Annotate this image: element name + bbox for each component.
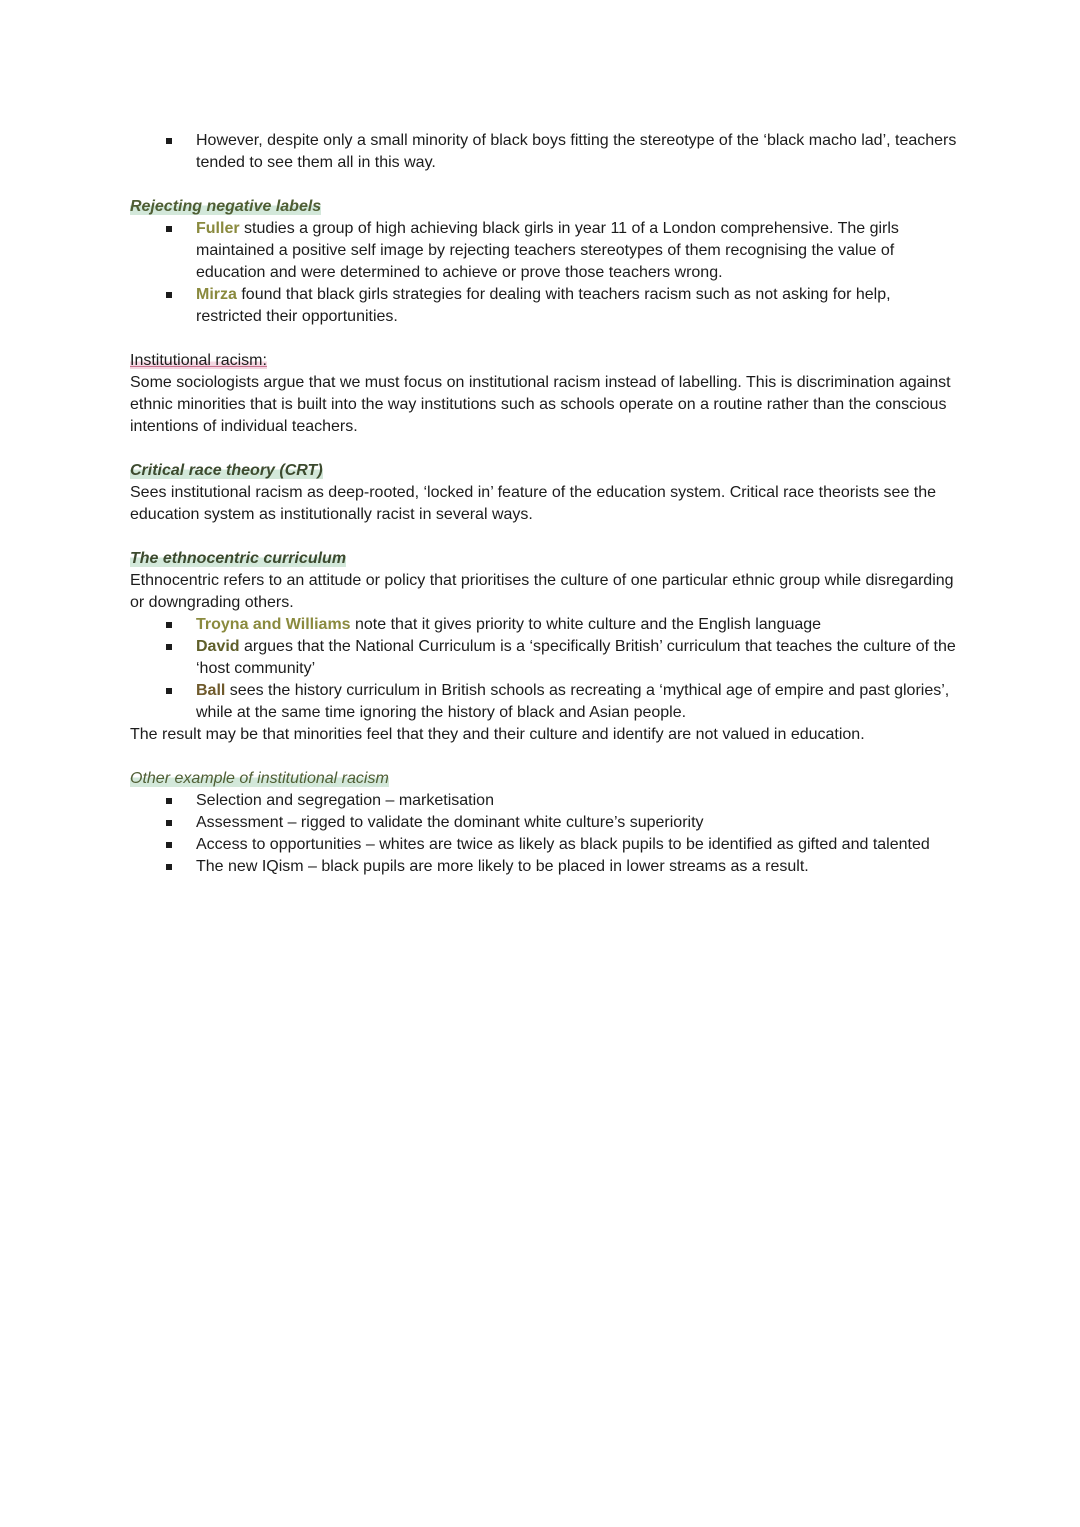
other-examples-list — [130, 790, 960, 878]
institutional-racism-section — [130, 350, 960, 438]
item-text: found that black girls strategies for dealing with teachers racism such as not asking for help, restricted their opportunities. — [196, 286, 891, 325]
square-bullet-icon — [166, 864, 172, 870]
item-text: argues that the National Curriculum is a ‘specifically British’ curriculum that teaches the culture of the ‘host community’ — [196, 638, 956, 677]
rejecting-labels-heading: Rejecting negative labels — [130, 198, 322, 215]
list-item — [130, 636, 960, 680]
author-name: David — [196, 638, 240, 655]
list-item — [130, 680, 960, 724]
rejecting-labels-section — [130, 196, 960, 328]
item-text: Assessment – rigged to validate the dominant white culture’s superiority — [196, 814, 704, 831]
item-text: Access to opportunities – whites are twice as likely as black pupils to be identified as gifted and talented — [196, 836, 930, 853]
crt-body: Sees institutional racism as deep-rooted, ‘locked in’ feature of the education system. Critical race theorists see the education system as institutionally racist in several ways. — [130, 484, 937, 523]
item-text: The new IQism – black pupils are more likely to be placed in lower streams as a result. — [196, 858, 809, 875]
list-item — [130, 614, 960, 636]
ethnocentric-conclusion: The result may be that minorities feel that they and their culture and identify are not valued in education. — [130, 726, 865, 743]
crt-heading: Critical race theory (CRT) — [130, 462, 323, 479]
list-item — [130, 790, 960, 812]
rejecting-list — [130, 218, 960, 328]
list-item — [130, 812, 960, 834]
square-bullet-icon — [166, 688, 172, 694]
square-bullet-icon — [166, 226, 172, 232]
list-item — [130, 284, 960, 328]
author-name: Mirza — [196, 286, 237, 303]
document-page — [130, 130, 960, 878]
square-bullet-icon — [166, 138, 172, 144]
section-heading — [130, 350, 960, 372]
intro-bullet-list — [130, 130, 960, 174]
institutional-racism-body: Some sociologists argue that we must focus on institutional racism instead of labelling. This is discrimination against ethnic minorities that is built into the way institutions such as schools operate on a routine rather than the conscious intentions of individual teachers. — [130, 374, 951, 435]
section-heading — [130, 196, 960, 218]
section-heading — [130, 768, 960, 790]
square-bullet-icon — [166, 842, 172, 848]
list-item — [130, 856, 960, 878]
author-name: Troyna and Williams — [196, 616, 351, 633]
square-bullet-icon — [166, 622, 172, 628]
item-text: studies a group of high achieving black girls in year 11 of a London comprehensive. The girls maintained a positive self image by rejecting teachers stereotypes of them recognising the value of education and were determined to achieve or prove those teachers wrong. — [196, 220, 899, 281]
square-bullet-icon — [166, 798, 172, 804]
ethnocentric-section — [130, 548, 960, 746]
crt-section — [130, 460, 960, 526]
item-text: Selection and segregation – marketisation — [196, 792, 494, 809]
section-heading — [130, 548, 960, 570]
author-name: Ball — [196, 682, 226, 699]
ethnocentric-heading: The ethnocentric curriculum — [130, 550, 347, 567]
section-heading — [130, 460, 960, 482]
ethnocentric-list — [130, 614, 960, 724]
item-text: note that it gives priority to white culture and the English language — [350, 616, 822, 633]
list-item — [130, 218, 960, 284]
item-text: sees the history curriculum in British schools as recreating a ‘mythical age of empire and past glories’, while at the same time ignoring the history of black and Asian people. — [196, 682, 950, 721]
other-examples-section — [130, 768, 960, 878]
institutional-racism-heading: Institutional racism: — [130, 352, 267, 369]
square-bullet-icon — [166, 644, 172, 650]
ethnocentric-intro: Ethnocentric refers to an attitude or policy that prioritises the culture of one particular ethnic group while disregarding or downgrading others. — [130, 572, 954, 611]
list-item — [130, 130, 960, 174]
intro-bullet-text: However, despite only a small minority of black boys fitting the stereotype of the ‘black macho lad’, teachers tended to see them all in this way. — [196, 132, 957, 171]
square-bullet-icon — [166, 820, 172, 826]
square-bullet-icon — [166, 292, 172, 298]
author-name: Fuller — [196, 220, 240, 237]
list-item — [130, 834, 960, 856]
other-examples-heading: Other example of institutional racism — [130, 770, 389, 787]
